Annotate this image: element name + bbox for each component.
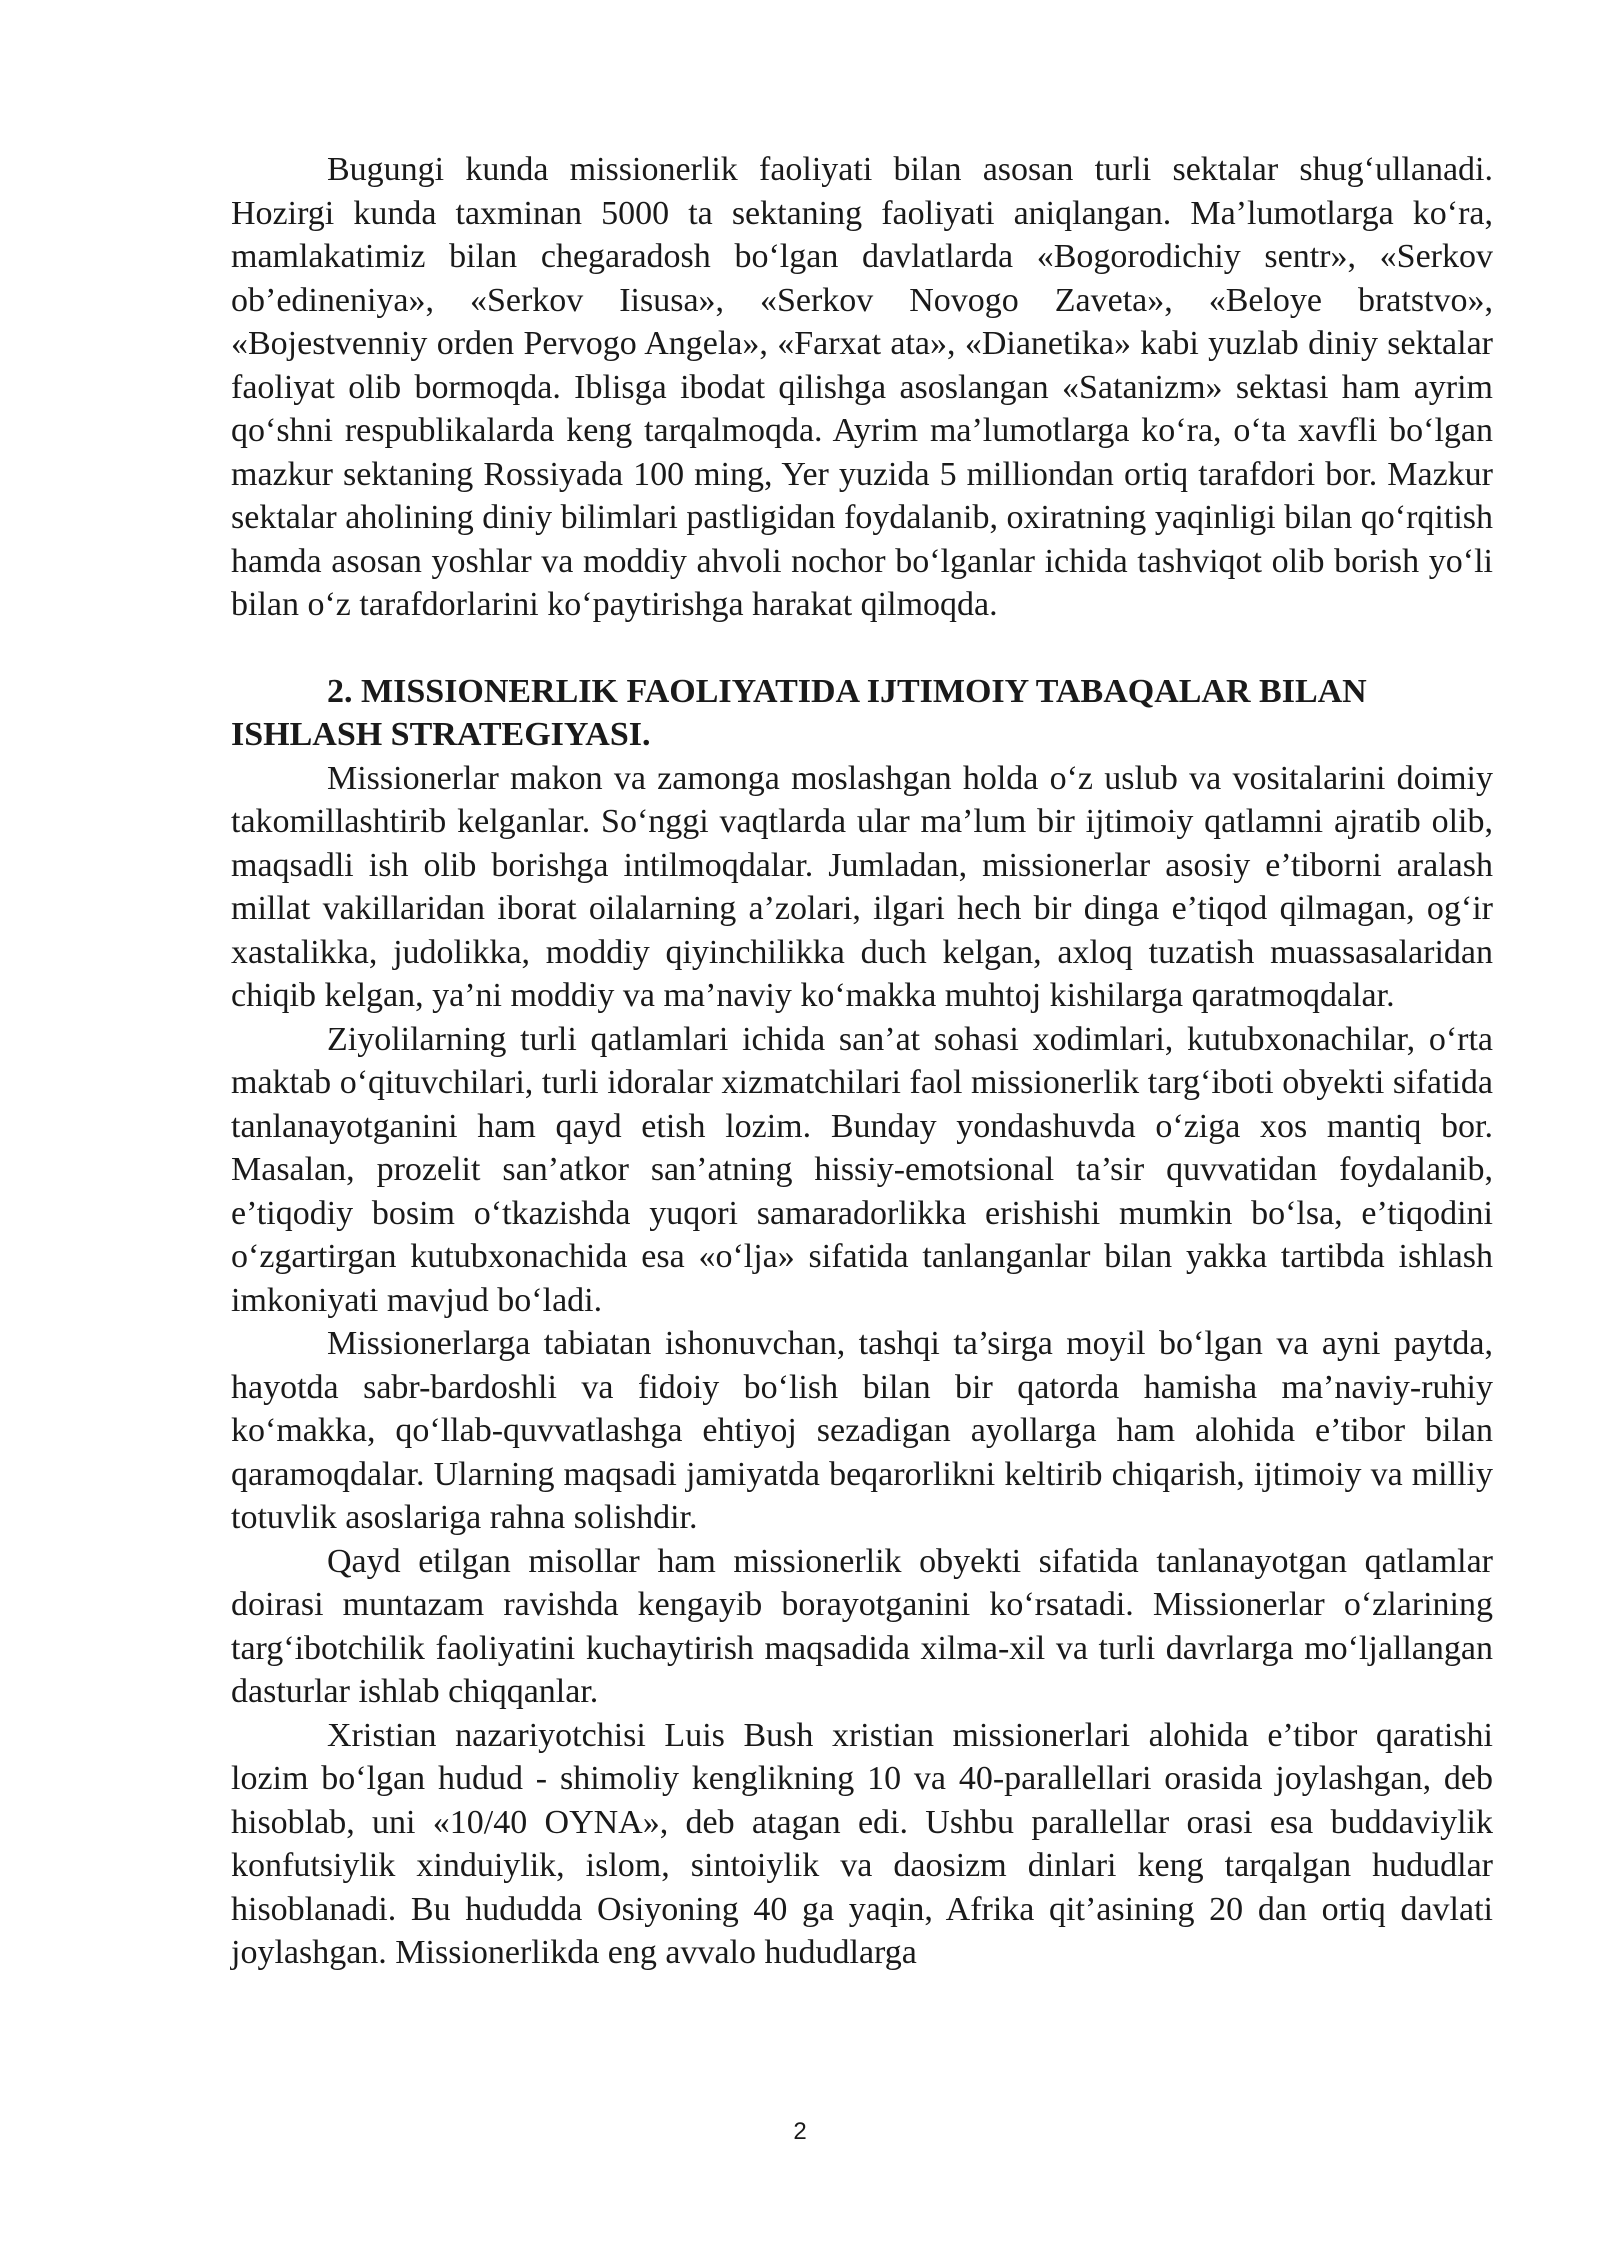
paragraph-expanding-targets: Qayd etilgan misollar ham missionerlik obyekti sifatida tanlanayotgan qatlamlar doirasi muntazam ravishda kengayib borayotganini ko‘rsatadi. Missionerlar o‘zlarining targ‘ibotchilik faoliyatini kuchaytirish maqsadida xilma-xil va turli davrlarga mo‘ljallangan dasturlar ishlab chiqqanlar. (231, 1542, 1493, 1710)
paragraph-sects-overview: Bugungi kunda missionerlik faoliyati bilan asosan turli sektalar shug‘ullanadi. Hozirgi kunda taxminan 5000 ta sektaning faoliyati aniqlangan. Ma’lumotlarga ko‘ra, mamlakatimiz bilan chegaradosh bo‘lgan davlatlarda «Bogorodichiy sentr», «Serkov ob’edineniya», «Serkov Iisusa», «Serkov Novogo Zaveta», «Beloye bratstvo», «Bojestvenniy orden Pervogo Angela», «Farxat ata», «Dianetika» kabi yuzlab diniy sektalar faoliyat olib bormoqda. Iblisga ibodat qilishga asoslangan «Satanizm» sektasi ham ayrim qo‘shni respublikalarda keng tarqalmoqda. Ayrim ma’lumotlarga ko‘ra, o‘ta xavfli bo‘lgan mazkur sektaning Rossiyada 100 ming, Yer yuzida 5 milliondan ortiq tarafdori bor. Mazkur sektalar aholining diniy bilimlari pastligidan foydalanib, oxiratning yaqinligi bilan qo‘rqitish hamda asosan yoshlar va moddiy ahvoli nochor bo‘lganlar ichida tashviqot olib borish yo‘li bilan o‘z tarafdorlarini ko‘paytirishga harakat qilmoqda. (231, 151, 1493, 623)
paragraph-intelligentsia-targets: Ziyolilarning turli qatlamlari ichida san’at sohasi xodimlari, kutubxonachilar, o‘rta maktab o‘qituvchilari, turli idoralar xizmatchilari faol missionerlik targ‘iboti obyekti sifatida tanlanayotganini ham qayd etish lozim. Bunday yondashuvda o‘ziga xos mantiq bor. Masalan, prozelit san’atkor san’atning hissiy-emotsional ta’sir quvvatidan foydalanib, e’tiqodiy bosim o‘tkazishda yuqori samaradorlikka erishishi mumkin bo‘lsa, e’tiqodini o‘zgartirgan kutubxonachida esa «o‘lja» sifatida tanlanganlar bilan yakka tartibda ishlash imkoniyati mavjud bo‘ladi. (231, 1020, 1493, 1319)
paragraph-women-targets: Missionerlarga tabiatan ishonuvchan, tashqi ta’sirga moyil bo‘lgan va ayni paytda, hayotda sabr-bardoshli va fidoiy bo‘lish bilan bir qatorda hamisha ma’naviy-ruhiy ko‘makka, qo‘llab-quvvatlashga ehtiyoj sezadigan ayollarga ham alohida e’tibor bilan qaramoqdalar. Ularning maqsadi jamiyatda beqarorlikni keltirib chiqarish, ijtimoiy va milliy totuvlik asoslariga rahna solishdir. (231, 1325, 1493, 1536)
page-number: 2 (793, 2118, 807, 2145)
section-heading: 2. MISSIONERLIK FAOLIYATIDA IJTIMOIY TABAQALAR BILAN ISHLASH STRATEGIYASI. (231, 672, 1367, 753)
paragraph-10-40-window: Xristian nazariyotchisi Luis Bush xristian missionerlari alohida e’tibor qaratishi lozim bo‘lgan hudud - shimoliy kenglikning 10 va 40-parallellari orasida joylashgan, deb hisoblab, uni «10/40 OYNA», deb atagan edi. Ushbu parallellar orasi esa buddaviylik konfutsiylik xinduiylik, islom, sintoiylik va daosizm dinlari keng tarqalgan hududlar hisoblanadi. Bu hududda Osiyoning 40 ga yaqin, Afrika qit’asining 20 dan ortiq davlati joylashgan. Missionerlikda eng avvalo hududlarga (231, 1716, 1493, 1971)
section-spacer (231, 627, 1493, 670)
page-body (231, 148, 1493, 1975)
paragraph-missionary-methods: Missionerlar makon va zamonga moslashgan holda o‘z uslub va vositalarini doimiy takomillashtirib kelganlar. So‘nggi vaqtlarda ular ma’lum bir ijtimoiy qatlamni ajratib olib, maqsadli ish olib borishga intilmoqdalar. Jumladan, missionerlar asosiy e’tiborni aralash millat vakillaridan iborat oilalarning a’zolari, ilgari hech bir dinga e’tiqod qilmagan, og‘ir xastalikka, judolikka, moddiy qiyinchilikka duch kelgan, axloq tuzatish muassasalaridan chiqib kelgan, ya’ni moddiy va ma’naviy ko‘makka muhtoj kishilarga qaratmoqdalar. (231, 759, 1493, 1014)
